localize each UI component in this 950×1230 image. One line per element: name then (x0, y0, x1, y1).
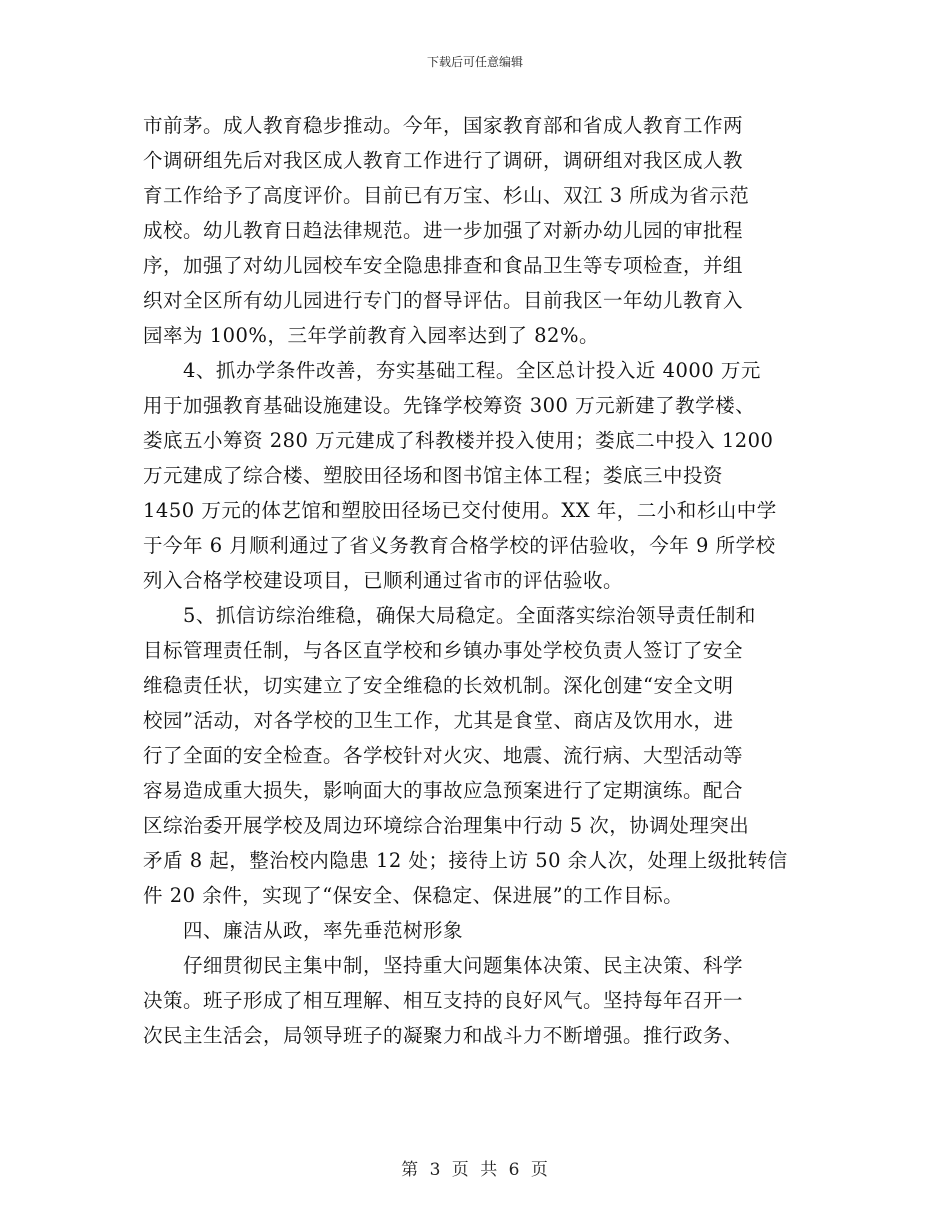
page-header: 下载后可任意编辑 (426, 55, 523, 69)
body-text (143, 108, 833, 1053)
text-line: 容易造成重大损失，影响面大的事故应急预案进行了定期演练。配合 (143, 779, 744, 802)
page-number-footer: 第 3 页 共 6 页 (401, 1160, 549, 1180)
text-line: 维稳责任状，切实建立了安全维稳的长效机制。深化创建“安全文明 (143, 674, 734, 697)
text-line: 件 20 余件，实现了“保安全、保稳定、保进展”的工作目标。 (143, 884, 684, 907)
section-heading: 四、廉洁从政，率先垂范树形象 (183, 919, 464, 942)
text-line: 个调研组先后对我区成人教育工作进行了调研，调研组对我区成人教 (143, 149, 744, 172)
paragraph-start-line: 4、抓办学条件改善，夯实基础工程。全区总计投入近 4000 万元 (183, 359, 761, 382)
text-line: 次民主生活会，局领导班子的凝聚力和战斗力不断增强。推行政务、 (143, 1024, 744, 1047)
text-line: 用于加强教育基础设施建设。先锋学校筹资 300 万元新建了教学楼、 (143, 394, 756, 417)
text-line: 娄底五小筹资 280 万元建成了科教楼并投入使用；娄底二中投入 1200 (143, 429, 774, 452)
text-line: 列入合格学校建设项目，已顺利通过省市的评估验收。 (143, 569, 624, 592)
text-line: 校园”活动，对各学校的卫生工作，尤其是食堂、商店及饮用水，进 (143, 709, 734, 732)
text-line: 育工作给予了高度评价。目前已有万宝、杉山、双江 3 所成为省示范 (143, 184, 750, 207)
text-line: 于今年 6 月顺利通过了省义务教育合格学校的评估验收，今年 9 所学校 (143, 534, 776, 557)
text-line: 市前茅。成人教育稳步推动。今年，国家教育部和省成人教育工作两 (143, 114, 744, 137)
text-line: 决策。班子形成了相互理解、相互支持的良好风气。坚持每年召开一 (143, 989, 744, 1012)
paragraph-start-line: 5、抓信访综治维稳，确保大局稳定。全面落实综治领导责任制和 (183, 604, 756, 627)
text-line: 目标管理责任制，与各区直学校和乡镇办事处学校负责人签订了安全 (143, 639, 744, 662)
text-line: 万元建成了综合楼、塑胶田径场和图书馆主体工程；娄底三中投资 (143, 464, 724, 487)
text-line: 序，加强了对幼儿园校车安全隐患排查和食品卫生等专项检查，并组 (143, 254, 744, 277)
text-line: 行了全面的安全检查。各学校针对火灾、地震、流行病、大型活动等 (143, 744, 744, 767)
paragraph-start-line: 仔细贯彻民主集中制，坚持重大问题集体决策、民主决策、科学 (183, 954, 744, 977)
text-line: 园率为 100%，三年学前教育入园率达到了 82%。 (143, 324, 599, 347)
text-line: 成校。幼儿教育日趋法律规范。进一步加强了对新办幼儿园的审批程 (143, 219, 744, 242)
text-line: 织对全区所有幼儿园进行专门的督导评估。目前我区一年幼儿教育入 (143, 289, 744, 312)
text-line: 矛盾 8 起，整治校内隐患 12 处；接待上访 50 余人次，处理上级批转信 (143, 849, 788, 872)
text-line: 区综治委开展学校及周边环境综合治理集中行动 5 次，协调处理突出 (143, 814, 750, 837)
text-line: 1450 万元的体艺馆和塑胶田径场已交付使用。XX 年，二小和杉山中学 (143, 499, 777, 522)
